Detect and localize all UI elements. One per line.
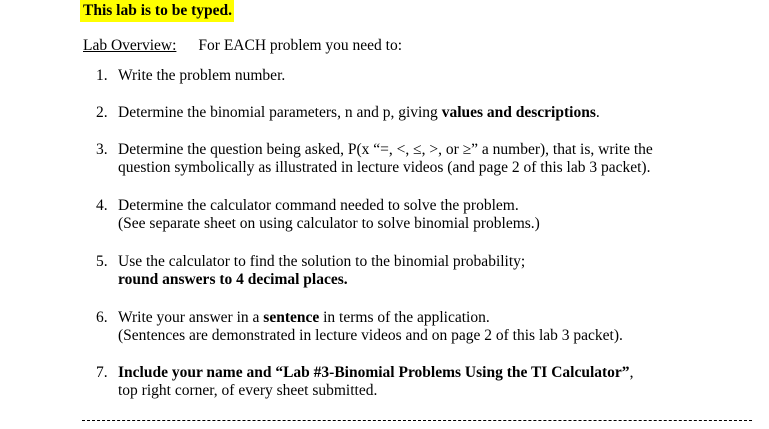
- item-text: [118, 104, 748, 122]
- item-text-line-2: (Sentences are demonstrated in lecture videos and on page 2 of this lab 3 packet).: [118, 327, 623, 344]
- lab-overview-text: For EACH problem you need to:: [198, 37, 403, 54]
- lab-overview-label: Lab Overview:: [83, 37, 177, 54]
- item-number: 7.: [96, 364, 108, 381]
- item-text-line-1: Determine the question being asked, P(x “=, <, ≤, >, or ≥” a number), that is, write the: [118, 141, 653, 158]
- item-text-line-1: Use the calculator to find the solution to the binomial probability;: [118, 253, 526, 270]
- item-number: 1.: [96, 67, 108, 84]
- item-text-post: .: [595, 104, 600, 121]
- item-number: 5.: [96, 253, 108, 270]
- item-number: 6.: [96, 309, 108, 326]
- typed-notice-text: This lab is to be typed.: [83, 2, 233, 19]
- item-text-line-2: (See separate sheet on using calculator to solve binomial problems.): [118, 215, 540, 232]
- lab-overview: [83, 37, 402, 55]
- item-text-line-2: top right corner, of every sheet submitted.: [118, 382, 378, 399]
- typed-notice-banner: [80, 0, 234, 22]
- item-text-pre: Write your answer in a: [118, 309, 264, 326]
- item-text-post: ,: [629, 364, 634, 381]
- dashed-divider: [82, 420, 752, 421]
- item-number: 3.: [96, 141, 108, 158]
- item-text-line-2: question symbolically as illustrated in lecture videos (and page 2 of this lab 3 packet).: [118, 159, 651, 176]
- item-text-line-1: Determine the calculator command needed to solve the problem.: [118, 197, 519, 214]
- item-text: Write the problem number.: [118, 67, 286, 84]
- item-text-bold: sentence: [263, 309, 320, 326]
- item-text-line-1: [118, 309, 748, 327]
- item-number: 2.: [96, 104, 108, 121]
- item-text-bold: values and descriptions: [441, 104, 596, 121]
- item-number: 4.: [96, 197, 108, 214]
- item-text-bold: Include your name and “Lab #3-Binomial Problems Using the TI Calculator”: [118, 364, 630, 381]
- item-text-pre: Determine the binomial parameters, n and p, giving: [118, 104, 442, 121]
- item-text-line-1: [118, 364, 748, 382]
- item-text-line-2-bold: round answers to 4 decimal places.: [118, 271, 348, 288]
- item-text-post: in terms of the application.: [319, 309, 490, 326]
